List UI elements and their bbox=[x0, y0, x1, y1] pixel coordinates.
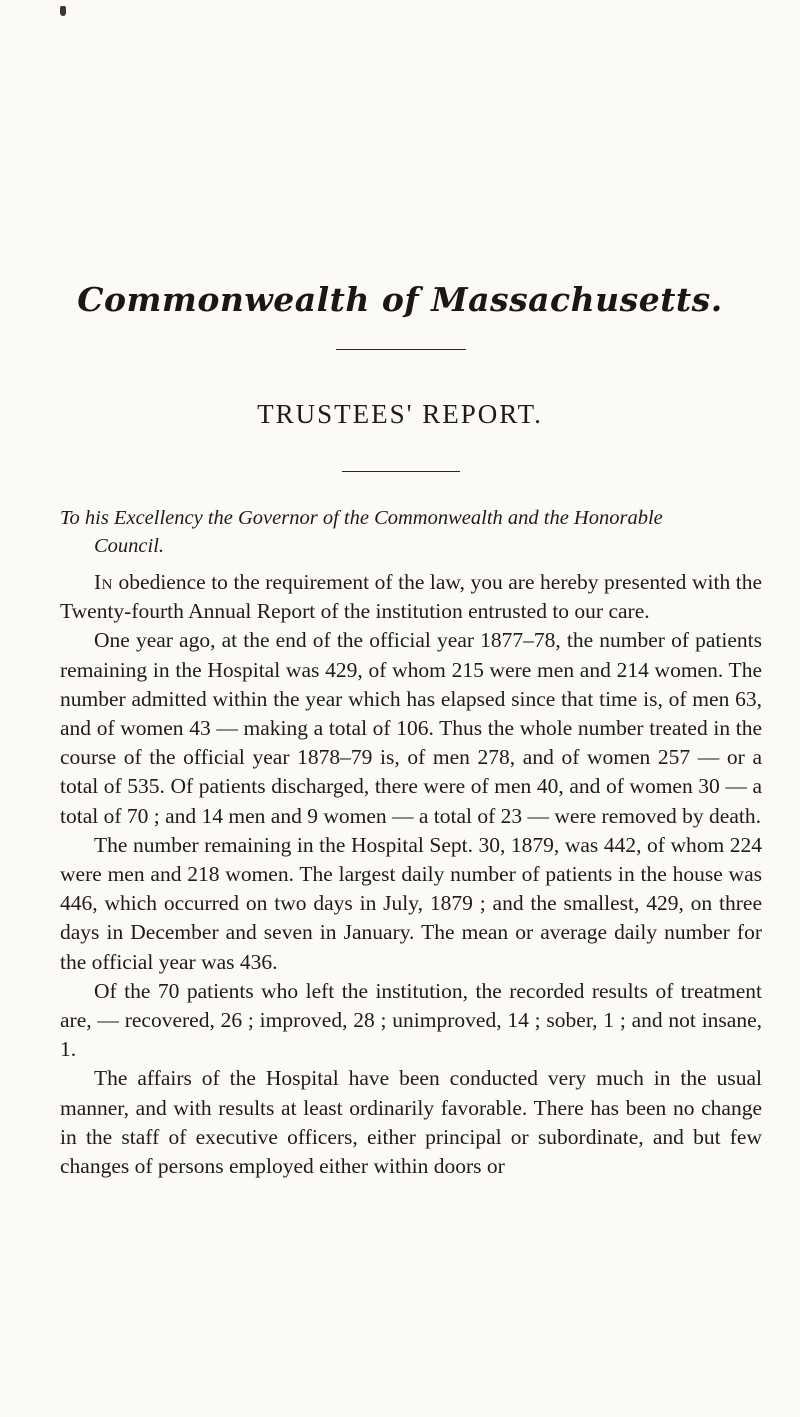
address-salutation bbox=[60, 504, 760, 560]
paragraph-text: obedience to the requirement of the law, you are hereby presented with the Twenty-fourth Annual Report of the institution entrusted to our care. bbox=[60, 570, 762, 624]
report-body bbox=[60, 568, 762, 1181]
masthead: Commonwealth of Massachusetts. bbox=[77, 280, 723, 319]
paragraph-affairs: The affairs of the Hospital have been conducted very much in the usual manner, and with results at least ordinarily favorable. There has been no change in the staff of executive officers, either principal or subordinate, and but few changes of persons employed either within doors or bbox=[60, 1066, 762, 1179]
paragraph-obedience bbox=[60, 568, 762, 626]
address-line-2: Council. bbox=[94, 535, 165, 557]
print-mark bbox=[60, 6, 66, 16]
address-line-1: To his Excellency the Governor of the Commonwealth and the Honorable bbox=[60, 507, 663, 529]
paragraph-results: Of the 70 patients who left the institution, the recorded results of treatment are, — recovered, 26 ; improved, 28 ; unimproved, 14 ; sober, 1 ; and not insane, 1. bbox=[60, 978, 762, 1062]
paragraph-remaining: The number remaining in the Hospital Sept. 30, 1879, was 442, of whom 224 were men and 218 women. The largest daily number of patients in the house was 446, which occurred on two days in July, 1879 ; and the smallest, 429, on three days in December and seven in January. The mean or average daily number for the official year was 436. bbox=[60, 832, 762, 974]
paragraph-first-word: In bbox=[94, 570, 113, 594]
divider-rule-top bbox=[336, 349, 466, 350]
paragraph-patient-counts: One year ago, at the end of the official year 1877–78, the number of patients remaining in the Hospital was 429, of whom 215 were men and 214 women. The number admitted within the year which has elapsed since that time is, of men 63, and of women 43 — making a total of 106. Thus the whole number treated in the course of the official year 1878–79 is, of men 278, and of women 257 — or a total of 535. Of patients discharged, there were of men 40, and of women 30 — a total of 70 ; and 14 men and 9 women — a total of 23 — were removed by death. bbox=[60, 628, 762, 828]
report-title: TRUSTEES' REPORT. bbox=[257, 399, 543, 429]
divider-rule-bottom bbox=[342, 471, 460, 472]
